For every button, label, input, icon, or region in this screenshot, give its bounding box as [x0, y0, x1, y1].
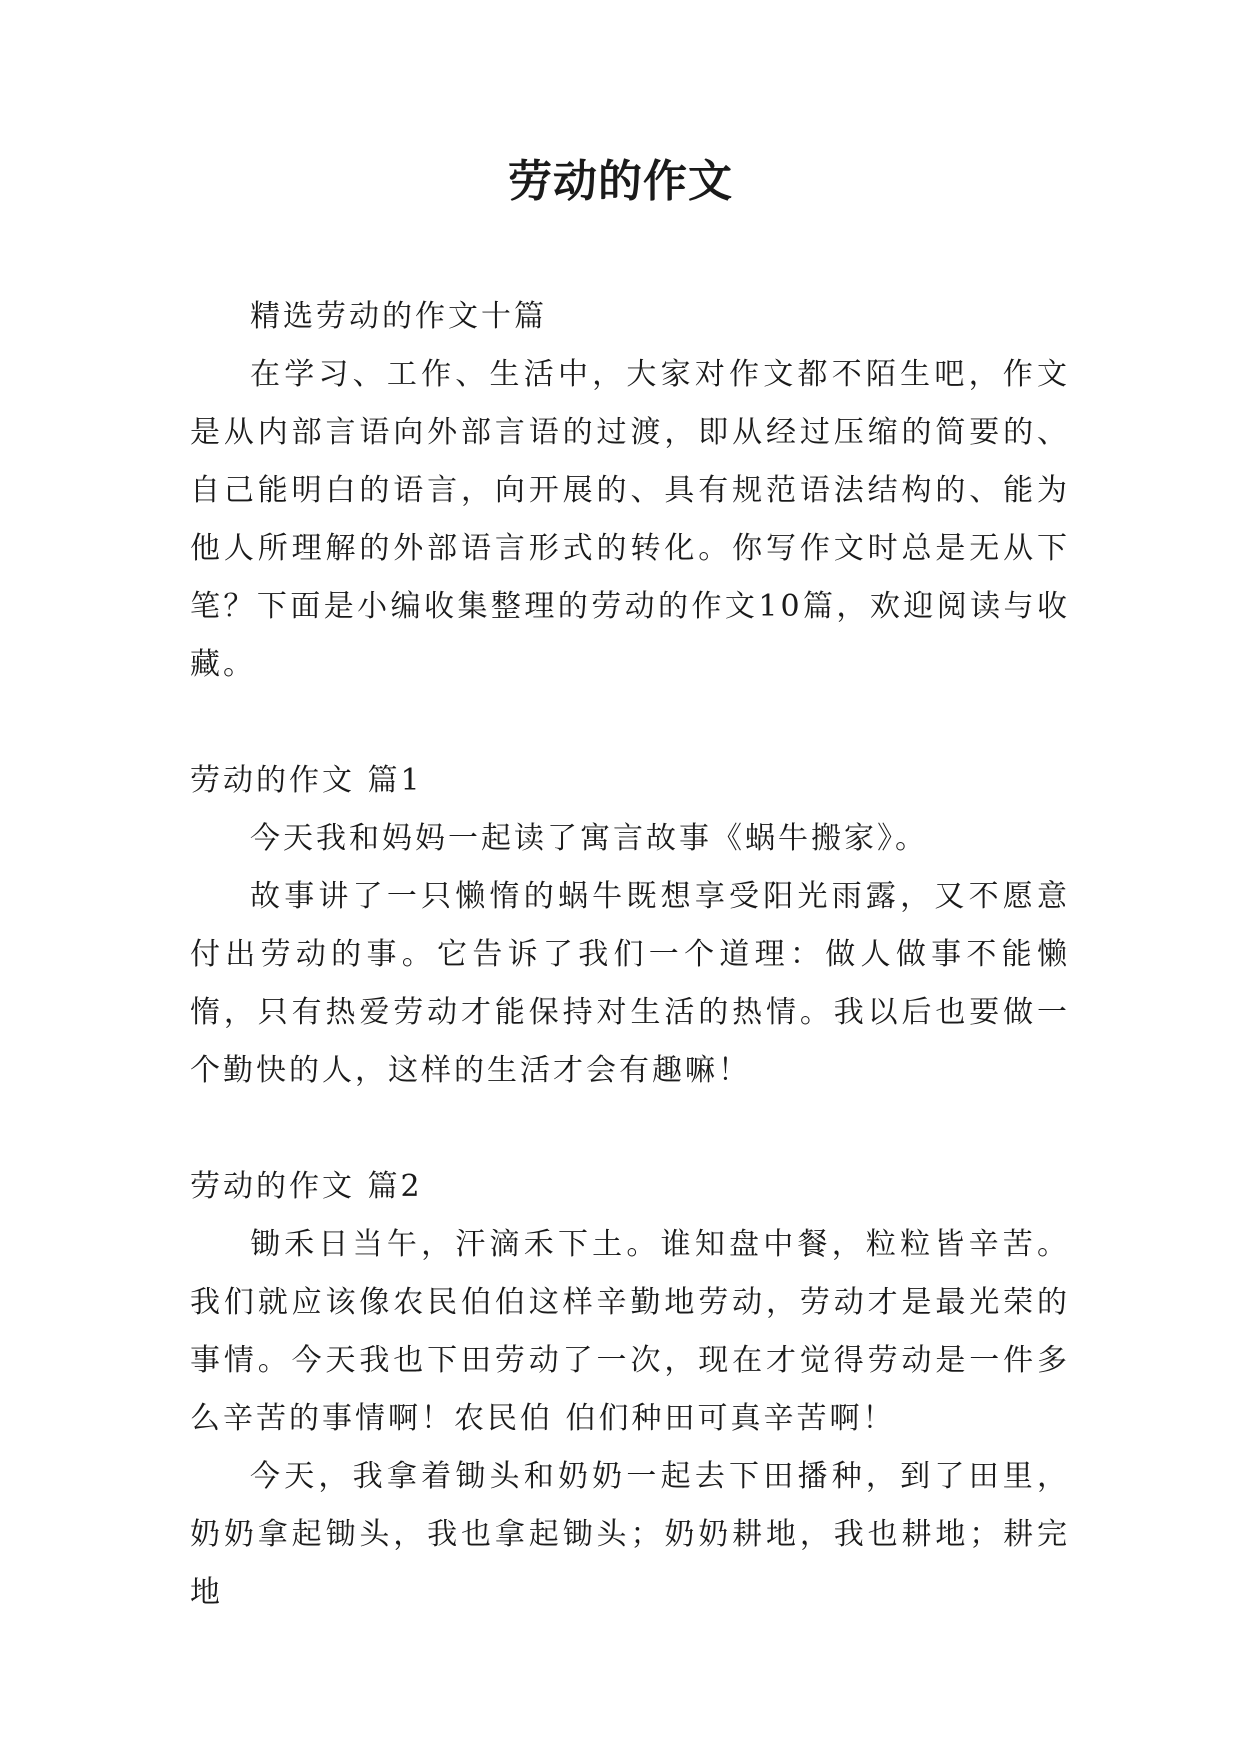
section-2-paragraph-2: 今天，我拿着锄头和奶奶一起去下田播种，到了田里，奶奶拿起锄头，我也拿起锄头；奶奶耕地，我也耕地；耕完地	[190, 1459, 1070, 1610]
section-heading-1: 劳动的作文 篇1	[190, 763, 423, 798]
intro-line: 精选劳动的作文十篇	[250, 299, 547, 334]
section-1-paragraph-1: 今天我和妈妈一起读了寓言故事《蜗牛搬家》。	[250, 821, 928, 856]
section-heading-2: 劳动的作文 篇2	[190, 1169, 423, 1204]
section-2-paragraph-1: 锄禾日当午，汗滴禾下土。谁知盘中餐，粒粒皆辛苦。我们就应该像农民伯伯这样辛勤地劳动，劳动才是最光荣的事情。今天我也下田劳动了一次，现在才觉得劳动是一件多么辛苦的事情啊！农民伯 伯们种田可真辛苦啊！	[190, 1227, 1070, 1436]
intro-paragraph: 在学习、工作、生活中，大家对作文都不陌生吧，作文是从内部言语向外部言语的过渡，即从经过压缩的简要的、自己能明白的语言，向开展的、具有规范语法结构的、能为他人所理解的外部语言形式的转化。你写作文时总是无从下笔？下面是小编收集整理的劳动的作文10篇，欢迎阅读与收藏。	[190, 357, 1070, 682]
document-title: 劳动的作文	[508, 156, 733, 207]
document-body	[190, 288, 1070, 1622]
section-1-paragraph-2: 故事讲了一只懒惰的蜗牛既想享受阳光雨露，又不愿意付出劳动的事。它告诉了我们一个道理：做人做事不能懒惰，只有热爱劳动才能保持对生活的热情。我以后也要做一个勤快的人，这样的生活才会有趣嘛！	[190, 879, 1070, 1088]
